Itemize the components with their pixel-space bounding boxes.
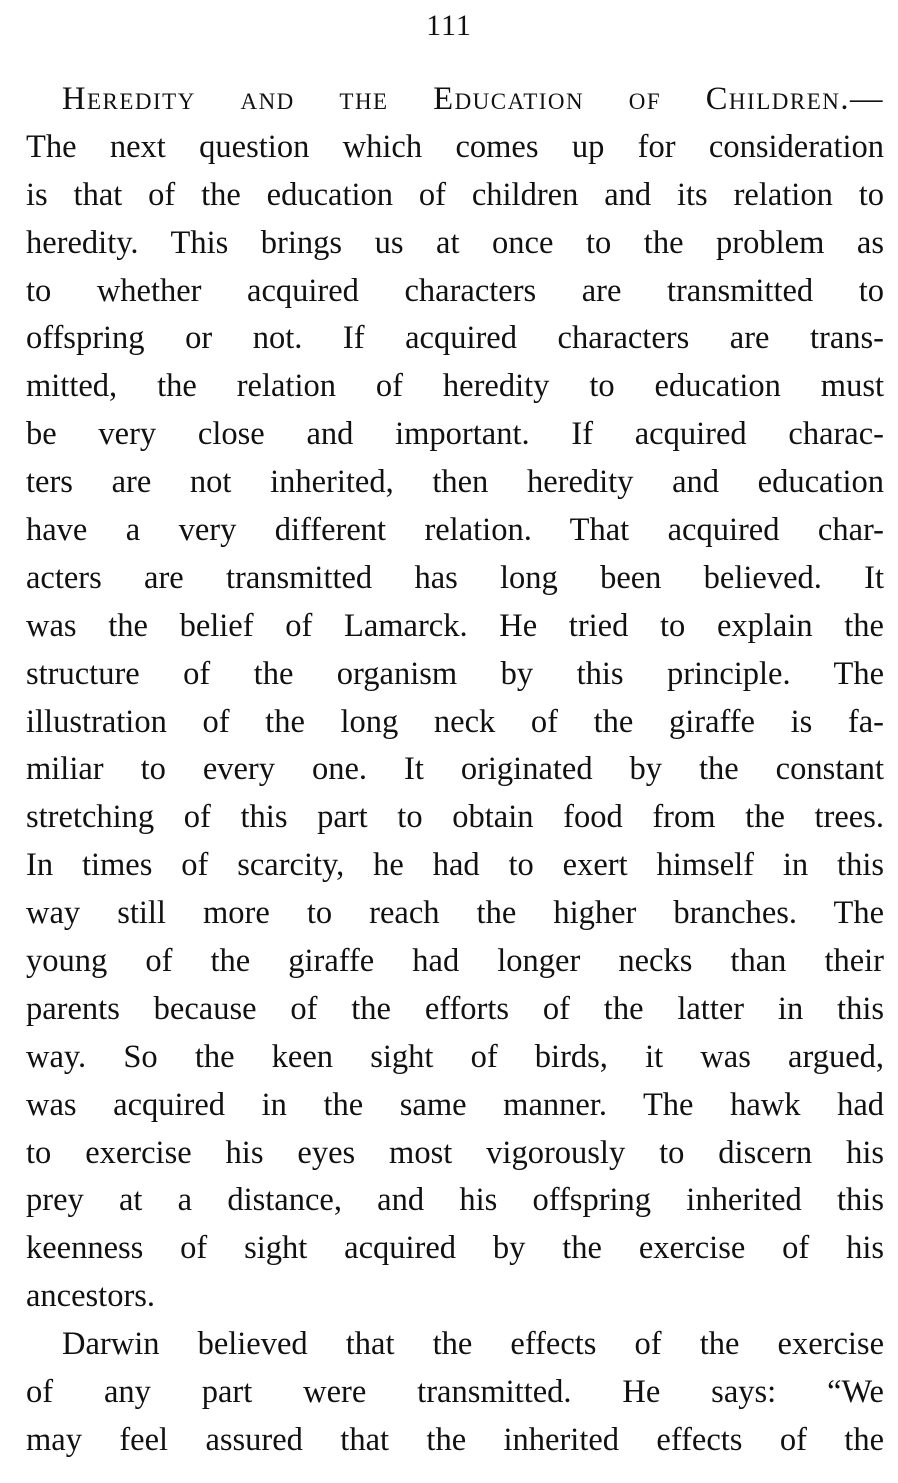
text-line: miliar to every one. It originated by the constant <box>26 751 884 788</box>
text-line: keenness of sight acquired by the exercise of his <box>26 1230 884 1267</box>
text-line: to whether acquired characters are transmitted to <box>26 272 884 309</box>
paragraph-heredity-education <box>26 76 884 1321</box>
text-line: ters are not inherited, then heredity and education <box>26 464 884 501</box>
text-line: heredity. This brings us at once to the problem as <box>26 224 884 261</box>
text-line: mitted, the relation of heredity to education must <box>26 368 884 405</box>
text-line: In times of scarcity, he had to exert himself in this <box>26 847 884 884</box>
section-heading: Heredity and the Education of Children.— <box>62 81 884 117</box>
text-line: prey at a distance, and his offspring inherited this <box>26 1182 884 1219</box>
text-line: structure of the organism by this principle. The <box>26 655 884 692</box>
text-line: stretching of this part to obtain food from the trees. <box>26 799 884 836</box>
paragraph-darwin <box>26 1321 884 1465</box>
text-line: way. So the keen sight of birds, it was argued, <box>26 1038 884 1075</box>
text-line: acters are transmitted has long been believed. It <box>26 559 884 596</box>
text-line: way still more to reach the higher branches. The <box>26 895 884 932</box>
page-number: 111 <box>426 9 472 42</box>
text-line: of any part were transmitted. He says: “We <box>26 1374 884 1411</box>
text-line: The next question which comes up for consideration <box>26 128 884 165</box>
text-line: is that of the education of children and its relation to <box>26 176 884 213</box>
text-line: illustration of the long neck of the giraffe is fa- <box>26 703 884 740</box>
section-heading-line <box>26 76 884 124</box>
body-text <box>26 76 884 1465</box>
text-line: may feel assured that the inherited effects of the <box>26 1421 884 1458</box>
text-line: Darwin believed that the effects of the exercise <box>62 1326 884 1363</box>
text-line: be very close and important. If acquired charac- <box>26 416 884 453</box>
text-line: was the belief of Lamarck. He tried to explain the <box>26 607 884 644</box>
text-line: have a very different relation. That acquired char- <box>26 512 884 549</box>
text-line: ancestors. <box>26 1278 156 1315</box>
text-line: parents because of the efforts of the latter in this <box>26 990 884 1027</box>
text-line: young of the giraffe had longer necks than their <box>26 943 884 980</box>
text-line: to exercise his eyes most vigorously to discern his <box>26 1134 884 1171</box>
text-line: offspring or not. If acquired characters are trans- <box>26 320 884 357</box>
text-line: was acquired in the same manner. The hawk had <box>26 1086 884 1123</box>
